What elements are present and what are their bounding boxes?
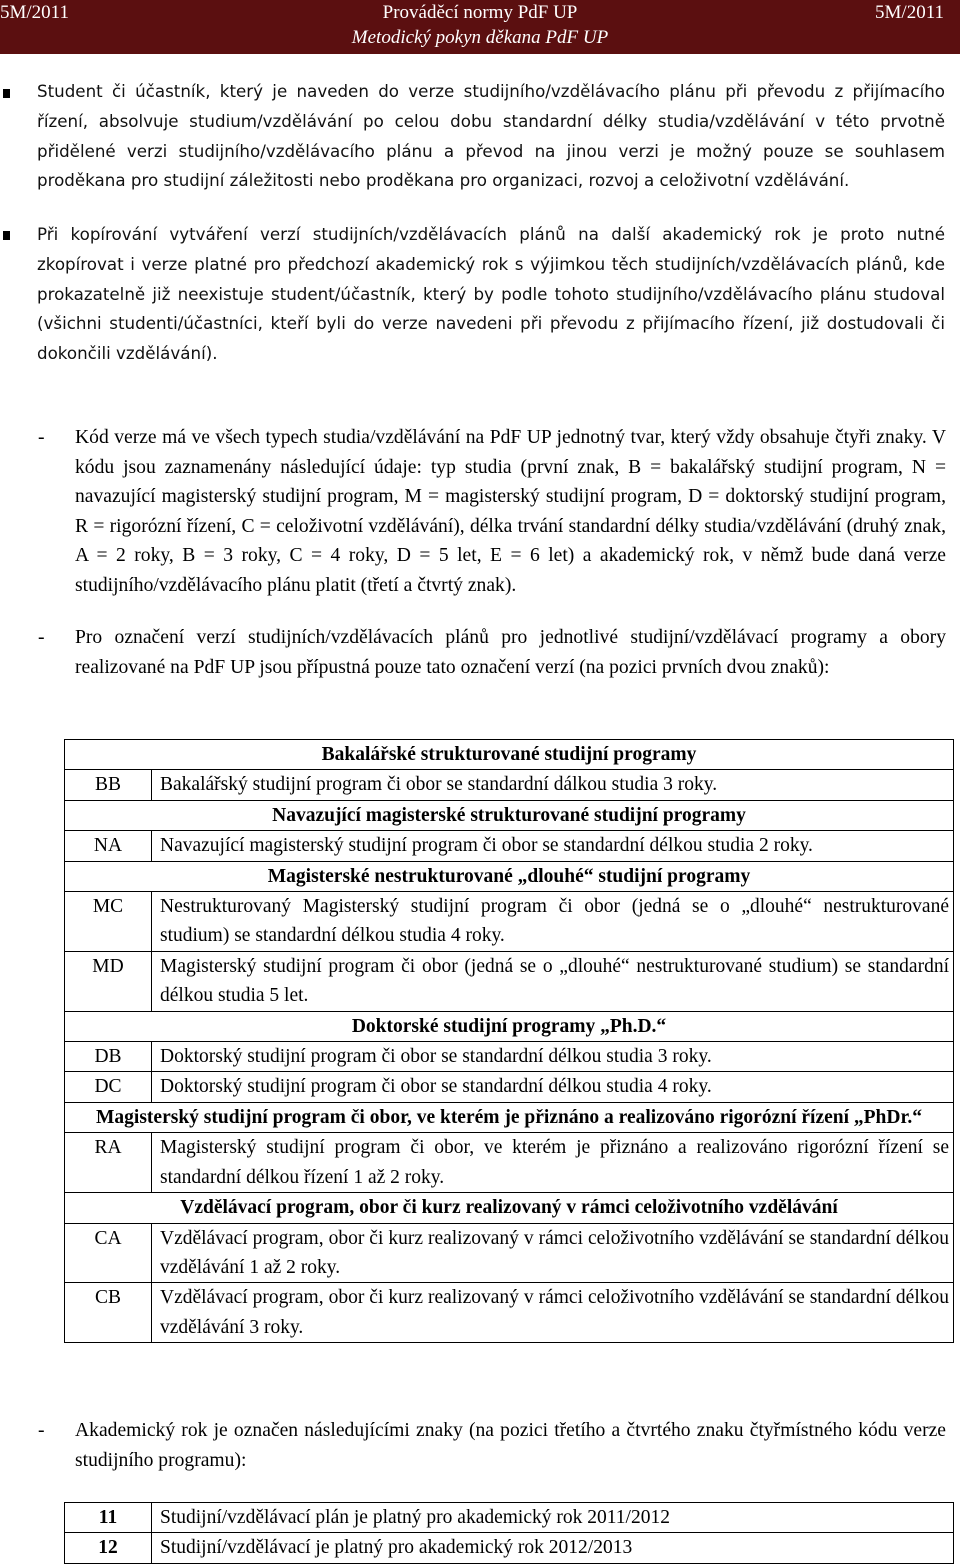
version-description-cell: Vzdělávací program, obor či kurz realizovaný v rámci celoživotního vzdělávání se standardní délkou vzdělávání 1 až 2 roky. (152, 1223, 954, 1283)
table-group-heading-row (65, 1102, 954, 1132)
bullet-square-icon (3, 231, 10, 240)
table-row (65, 1223, 954, 1283)
version-code-cell: MC (65, 892, 152, 952)
version-code-cell: RA (65, 1133, 152, 1193)
version-description-cell: Nestrukturovaný Magisterský studijní program či obor (jedná se o „dlouhé“ nestrukturované studium) se standardní délkou studia 4 roky. (152, 892, 954, 952)
version-code-cell: BB (65, 770, 152, 800)
table-row (65, 1133, 954, 1193)
version-code-cell: NA (65, 831, 152, 861)
version-code-cell: DB (65, 1042, 152, 1072)
version-description-cell: Vzdělávací program, obor či kurz realizovaný v rámci celoživotního vzdělávání se standardní délkou vzdělávání 3 roky. (152, 1283, 954, 1343)
table-group-heading: Navazující magisterské strukturované studijní programy (65, 800, 954, 830)
table-group-heading: Doktorské studijní programy „Ph.D.“ (65, 1011, 954, 1041)
dash-marker: - (38, 427, 45, 448)
version-description-cell: Magisterský studijní program či obor, ve kterém je přiznáno a realizováno rigorózní řízení se standardní délkou řízení 1 až 2 roky. (152, 1133, 954, 1193)
version-description-cell: Doktorský studijní program či obor se standardní délkou studia 4 roky. (152, 1072, 954, 1102)
year-description-cell: Studijní/vzdělávací je platný pro akademický rok 2012/2013 (152, 1533, 954, 1563)
table-group-heading-row (65, 1011, 954, 1041)
version-description-cell: Bakalářský studijní program či obor se standardní dálkou studia 3 roky. (152, 770, 954, 800)
table-row (65, 831, 954, 861)
table-row (65, 1042, 954, 1072)
bullet-paragraph: Při kopírování vytváření verzí studijních/vzdělávacích plánů na další akademický rok je proto nutné zkopírovat i verze platné pro předchozí akademický rok s výjimkou těch studijních/vzdělávacích plánů, kde prokazatelně již neexistuje student/účastník, který by podle tohoto studijního/vzdělávacího plánu studoval (všichni studenti/účastníci, kteří byli do verze navedeni při převodu z přijímacího řízení, již dostudovali či dokončili vzdělávání). (37, 224, 945, 364)
dash-marker: - (38, 627, 45, 648)
dash-marker: - (38, 1420, 45, 1441)
version-description-cell: Navazující magisterský studijní program či obor se standardní délkou studia 2 roky. (152, 831, 954, 861)
bullet-paragraph: Student či účastník, který je naveden do verze studijního/vzdělávacího plánu při převodu z přijímacího řízení, absolvuje studium/vzdělávání po celou dobu standardní délky studia/vzdělávání v této prvotně přidělené verzi studijního/vzdělávacího plánu a převod na jinou verzi je možný pouze se souhlasem proděkana pro studijní záležitosti nebo proděkana pro organizaci, rozvoj a celoživotní vzdělávání. (37, 81, 945, 191)
dash-item-text: Pro označení verzí studijních/vzdělávacích plánů pro jednotlivé studijní/vzdělávací programy a obory realizované na PdF UP jsou přípustná pouze tato označení verzí (na pozici prvních dvou znaků): (75, 627, 946, 678)
page-header (0, 0, 960, 54)
table-row (65, 1283, 954, 1343)
table-group-heading: Magisterské nestrukturované „dlouhé“ studijní programy (65, 861, 954, 891)
table-row (65, 770, 954, 800)
version-description-cell: Magisterský studijní program či obor (jedná se o „dlouhé“ nestrukturované studium) se standardní délkou studia 5 let. (152, 951, 954, 1011)
version-code-cell: CB (65, 1283, 152, 1343)
table-group-heading-row (65, 1193, 954, 1223)
academic-year-table (64, 1502, 954, 1564)
bullet-square-icon (3, 89, 10, 98)
dash-item-text: Akademický rok je označen následujícími znaky (na pozici třetího a čtvrtého znaku čtyřmístného kódu verze studijního programu): (75, 1420, 946, 1471)
version-code-cell: MD (65, 951, 152, 1011)
version-code-table (64, 739, 954, 1343)
table-group-heading-row (65, 861, 954, 891)
table-group-heading: Vzdělávací program, obor či kurz realizovaný v rámci celoživotního vzdělávání (65, 1193, 954, 1223)
table-row (65, 1503, 954, 1533)
dash-item-text: Kód verze má ve všech typech studia/vzdělávání na PdF UP jednotný tvar, který vždy obsahuje čtyři znaky. V kódu jsou zaznamenány následující údaje: typ studia (první znak, B = bakalářský studijní program, N = navazující magisterský studijní program, M = magisterský studijní program, D = doktorský studijní program, R = rigorózní řízení, C = celoživotní vzdělávání), délka trvání standardní délky studia/vzdělávání (druhý znak, A = 2 roky, B = 3 roky, C = 4 roky, D = 5 let, E = 6 let) a akademický rok, v němž bude daná verze studijního/vzdělávacího plánu platit (třetí a čtvrtý znak). (75, 427, 946, 596)
header-doc-number-right: 5M/2011 (875, 2, 944, 23)
version-description-cell: Doktorský studijní program či obor se standardní délkou studia 3 roky. (152, 1042, 954, 1072)
table-row (65, 951, 954, 1011)
year-code-cell: 12 (65, 1533, 152, 1563)
table-group-heading-row (65, 800, 954, 830)
year-description-cell: Studijní/vzdělávací plán je platný pro akademický rok 2011/2012 (152, 1503, 954, 1533)
table-group-heading-row (65, 740, 954, 770)
year-code-cell: 11 (65, 1503, 152, 1533)
header-doc-number-left: 5M/2011 (0, 2, 69, 23)
table-row (65, 1072, 954, 1102)
header-title: Prováděcí normy PdF UP (382, 2, 578, 23)
header-subtitle: Metodický pokyn děkana PdF UP (351, 27, 609, 48)
version-code-cell: CA (65, 1223, 152, 1283)
version-code-cell: DC (65, 1072, 152, 1102)
table-row (65, 892, 954, 952)
table-group-heading: Bakalářské strukturované studijní programy (65, 740, 954, 770)
table-row (65, 1533, 954, 1563)
table-group-heading: Magisterský studijní program či obor, ve kterém je přiznáno a realizováno rigorózní řízení „PhDr.“ (65, 1102, 954, 1132)
